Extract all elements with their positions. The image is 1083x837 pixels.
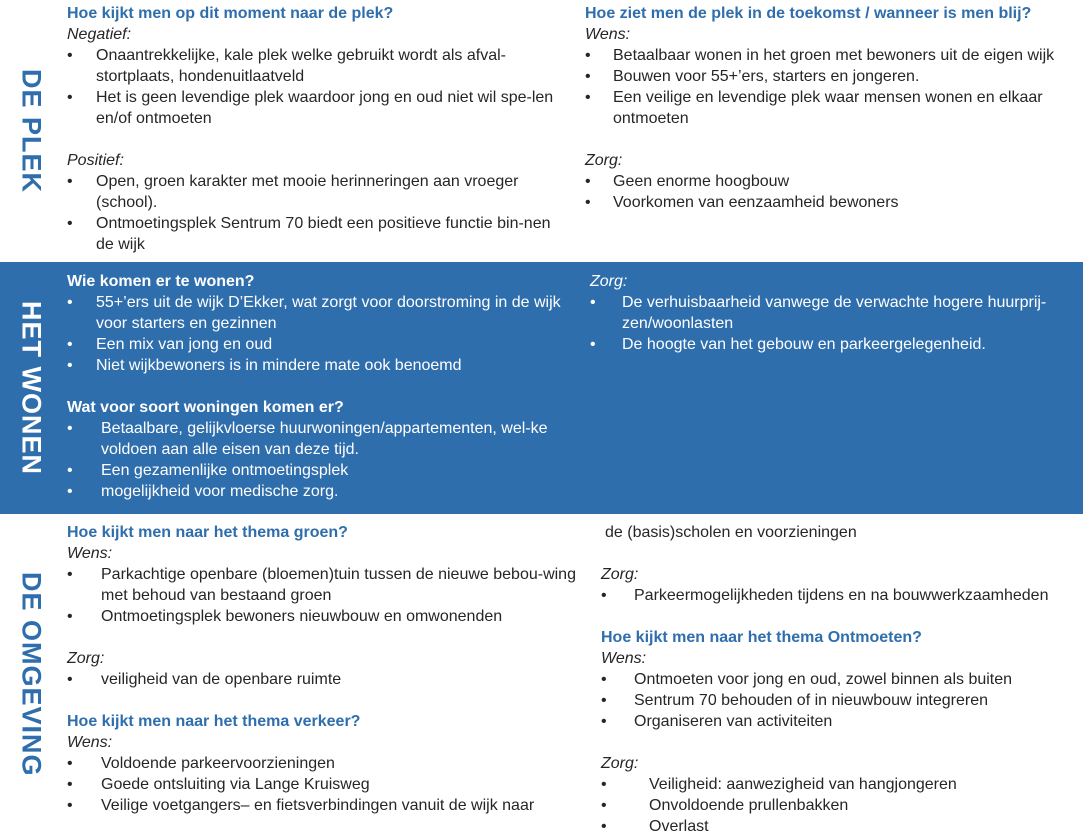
ontmoeten-zorg-list xyxy=(601,774,1081,837)
list-item: • Ontmoetingsplek bewoners nieuwbouw en omwonenden xyxy=(67,606,582,627)
plek-left-column xyxy=(67,3,572,255)
continued-text: de (basis)scholen en voorzieningen xyxy=(605,524,857,541)
list-item: • Sentrum 70 behouden of in nieuwbouw integreren xyxy=(601,690,1081,711)
section-heading: Hoe kijkt men naar het thema groen? xyxy=(67,524,348,541)
list-item: • Open, groen karakter met mooie herinneringen aan vroeger (school). xyxy=(67,171,572,213)
verkeer-zorg-list xyxy=(601,585,1081,606)
list-item: • De verhuisbaarheid vanwege de verwachte hogere huurprij-zen/woonlasten xyxy=(590,292,1080,334)
section-het-wonen xyxy=(0,262,1083,514)
zorg-label: Zorg: xyxy=(601,566,639,583)
list-item: • Ontmoetingsplek Sentrum 70 biedt een positieve functie bin-nen de wijk xyxy=(67,213,572,255)
section-heading: Wat voor soort woningen komen er? xyxy=(67,399,344,416)
section-heading: Hoe kijkt men naar het thema Ontmoeten? xyxy=(601,629,922,646)
section-heading: Hoe kijkt men op dit moment naar de plek? xyxy=(67,5,394,22)
wens-list xyxy=(585,45,1080,129)
wonen-right-column xyxy=(590,271,1080,355)
list-item: • 55+’ers uit de wijk D’Ekker, wat zorgt voor doorstroming in de wijk voor starters en gezinnen xyxy=(67,292,572,334)
negatief-label: Negatief: xyxy=(67,26,132,43)
list-item: • Een mix van jong en oud xyxy=(67,334,572,355)
list-item: • Niet wijkbewoners is in mindere mate ook benoemd xyxy=(67,355,572,376)
list-item: • Een veilige en levendige plek waar mensen wonen en elkaar ontmoeten xyxy=(585,87,1080,129)
wens-label: Wens: xyxy=(67,545,113,562)
positief-label: Positief: xyxy=(67,152,124,169)
omgeving-left-column xyxy=(67,522,582,816)
side-title-de-plek xyxy=(0,0,62,262)
list-item: • Betaalbare, gelijkvloerse huurwoningen/appartementen, wel-ke voldoen aan alle eisen van deze tijd. xyxy=(67,418,572,460)
groen-zorg-list xyxy=(67,669,582,690)
list-item: • Betaalbaar wonen in het groen met bewoners uit de eigen wijk xyxy=(585,45,1080,66)
section-de-plek xyxy=(0,0,1083,262)
side-title-de-omgeving xyxy=(0,514,62,835)
list-item: • Voorkomen van eenzaamheid bewoners xyxy=(585,192,1080,213)
zorg-label: Zorg: xyxy=(601,755,639,772)
groen-wens-list xyxy=(67,564,582,627)
zorg-label: Zorg: xyxy=(585,152,623,169)
list-item: • Ontmoeten voor jong en oud, zowel binnen als buiten xyxy=(601,669,1081,690)
section-heading: Hoe kijkt men naar het thema verkeer? xyxy=(67,713,361,730)
list-item: • mogelijkheid voor medische zorg. xyxy=(67,481,572,502)
wens-label: Wens: xyxy=(67,734,113,751)
side-title-text: DE OMGEVING xyxy=(16,572,47,777)
side-title-het-wonen xyxy=(0,262,62,514)
list-item: • Onaantrekkelijke, kale plek welke gebruikt wordt als afval-stortplaats, hondenuitlaatveld xyxy=(67,45,572,87)
list-item: • Goede ontsluiting via Lange Kruisweg xyxy=(67,774,582,795)
list-item: • Geen enorme hoogbouw xyxy=(585,171,1080,192)
zorg-list xyxy=(590,292,1080,355)
section-heading: Hoe ziet men de plek in de toekomst / wanneer is men blij? xyxy=(585,5,1032,22)
zorg-label: Zorg: xyxy=(590,273,628,290)
list-item: • Veilige voetgangers– en fietsverbindingen vanuit de wijk naar xyxy=(67,795,582,816)
list-item: • De hoogte van het gebouw en parkeergelegenheid. xyxy=(590,334,1080,355)
list-item: • Veiligheid: aanwezigheid van hangjongeren xyxy=(601,774,1081,795)
list-item: • veiligheid van de openbare ruimte xyxy=(67,669,582,690)
list-item: • Het is geen levendige plek waardoor jong en oud niet wil spe-len en/of ontmoeten xyxy=(67,87,572,129)
omgeving-right-column xyxy=(601,522,1081,837)
section-de-omgeving xyxy=(0,514,1083,835)
list-item: • Voldoende parkeervoorzieningen xyxy=(67,753,582,774)
woningen-list xyxy=(67,418,572,502)
positief-list xyxy=(67,171,572,255)
plek-right-column xyxy=(585,3,1080,213)
wonen-left-column xyxy=(67,271,572,502)
section-heading: Wie komen er te wonen? xyxy=(67,273,255,290)
list-item: • Parkeermogelijkheden tijdens en na bouwwerkzaamheden xyxy=(601,585,1081,606)
list-item: • Organiseren van activiteiten xyxy=(601,711,1081,732)
zorg-label: Zorg: xyxy=(67,650,105,667)
ontmoeten-wens-list xyxy=(601,669,1081,732)
verkeer-wens-list xyxy=(67,753,582,816)
list-item: • Een gezamenlijke ontmoetingsplek xyxy=(67,460,572,481)
zorg-list xyxy=(585,171,1080,213)
list-item: • Overlast xyxy=(601,816,1081,837)
list-item: • Parkachtige openbare (bloemen)tuin tussen de nieuwe bebou-wing met behoud van bestaand groen xyxy=(67,564,582,606)
side-title-text: HET WONEN xyxy=(16,301,47,475)
list-item: • Onvoldoende prullenbakken xyxy=(601,795,1081,816)
wens-label: Wens: xyxy=(585,26,631,43)
bewoners-list xyxy=(67,292,572,376)
list-item: • Bouwen voor 55+’ers, starters en jongeren. xyxy=(585,66,1080,87)
side-title-text: DE PLEK xyxy=(16,68,47,194)
wens-label: Wens: xyxy=(601,650,647,667)
negatief-list xyxy=(67,45,572,129)
